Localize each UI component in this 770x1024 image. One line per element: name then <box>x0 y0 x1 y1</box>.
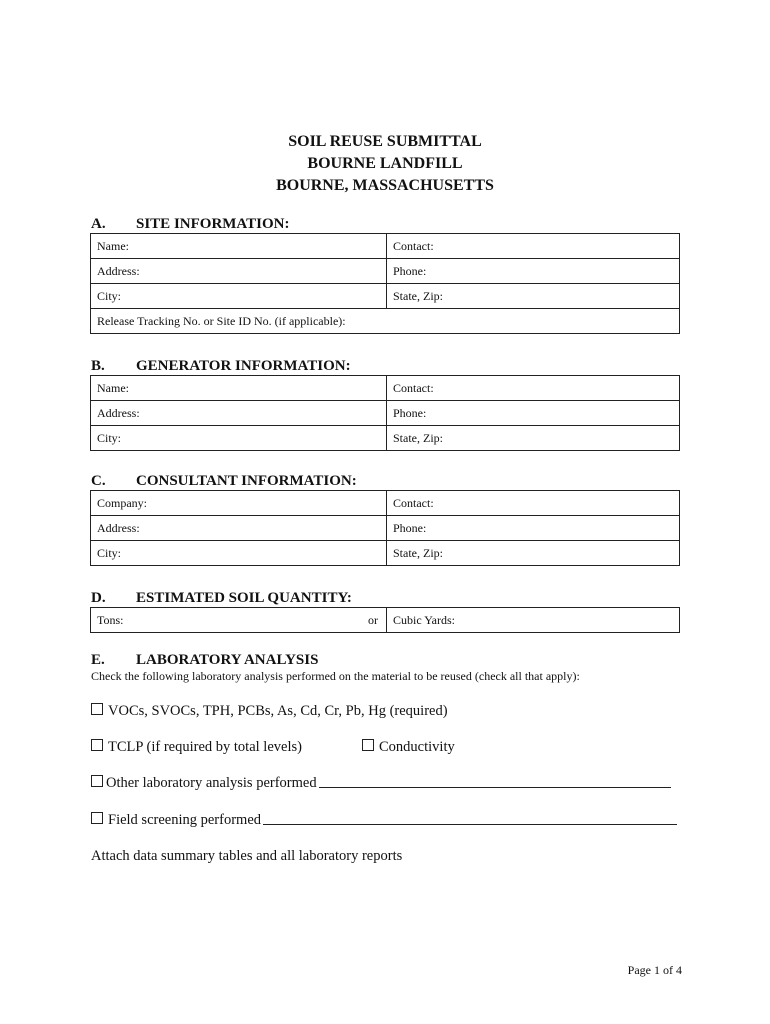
site-city-field[interactable]: City: <box>91 284 387 309</box>
conductivity-label: Conductivity <box>379 739 455 755</box>
consultant-address-field[interactable]: Address: <box>91 516 387 541</box>
field-screening-option[interactable] <box>91 812 677 829</box>
tons-field[interactable] <box>91 608 387 633</box>
lab-analysis-instruction: Check the following laboratory analysis performed on the material to be reused (check all that apply): <box>91 669 580 683</box>
generator-city-field[interactable]: City: <box>91 426 387 451</box>
consultant-city-field[interactable]: City: <box>91 541 387 566</box>
tclp-option[interactable] <box>91 739 302 756</box>
section-e-heading <box>91 651 318 669</box>
release-tracking-field[interactable]: Release Tracking No. or Site ID No. (if applicable): <box>91 309 680 334</box>
conductivity-checkbox[interactable] <box>362 739 374 751</box>
conductivity-option[interactable] <box>362 739 455 756</box>
consultant-company-field[interactable]: Company: <box>91 491 387 516</box>
document-title <box>0 131 770 197</box>
site-information-table <box>90 233 680 334</box>
other-analysis-fill-line[interactable] <box>319 775 671 788</box>
title-line-3: BOURNE, MASSACHUSETTS <box>276 177 494 194</box>
field-screening-label: Field screening performed <box>108 812 262 828</box>
section-c-title: CONSULTANT INFORMATION: <box>136 473 357 489</box>
generator-address-field[interactable]: Address: <box>91 401 387 426</box>
field-screening-checkbox[interactable] <box>91 812 103 824</box>
section-b-heading <box>91 357 351 375</box>
site-name-field[interactable]: Name: <box>91 234 387 259</box>
generator-name-field[interactable]: Name: <box>91 376 387 401</box>
attach-reports-note: Attach data summary tables and all laboratory reports <box>91 848 403 864</box>
title-line-1: SOIL REUSE SUBMITTAL <box>288 133 482 150</box>
section-a-title: SITE INFORMATION: <box>136 216 290 232</box>
other-analysis-label: Other laboratory analysis performed <box>106 775 317 791</box>
site-phone-field[interactable]: Phone: <box>387 259 680 284</box>
site-contact-field[interactable]: Contact: <box>387 234 680 259</box>
vocs-label: VOCs, SVOCs, TPH, PCBs, As, Cd, Cr, Pb, Hg (required) <box>108 703 448 719</box>
consultant-contact-field[interactable]: Contact: <box>387 491 680 516</box>
section-e-letter: E. <box>91 652 105 668</box>
site-address-field[interactable]: Address: <box>91 259 387 284</box>
consultant-state-zip-field[interactable]: State, Zip: <box>387 541 680 566</box>
tclp-checkbox[interactable] <box>91 739 103 751</box>
title-line-2: BOURNE LANDFILL <box>307 155 463 172</box>
generator-contact-field[interactable]: Contact: <box>387 376 680 401</box>
section-b-letter: B. <box>91 358 105 374</box>
section-a-letter: A. <box>91 216 106 232</box>
generator-state-zip-field[interactable]: State, Zip: <box>387 426 680 451</box>
generator-phone-field[interactable]: Phone: <box>387 401 680 426</box>
section-d-heading <box>91 589 352 607</box>
vocs-checkbox[interactable] <box>91 703 103 715</box>
or-label: or <box>368 612 378 627</box>
generator-information-table <box>90 375 680 451</box>
tons-label: Tons: <box>97 612 124 627</box>
cubic-yards-field[interactable]: Cubic Yards: <box>387 608 680 633</box>
section-a-heading <box>91 215 290 233</box>
tclp-label: TCLP (if required by total levels) <box>108 739 302 755</box>
consultant-information-table <box>90 490 680 566</box>
section-c-heading <box>91 472 357 490</box>
soil-quantity-table <box>90 607 680 633</box>
section-d-title: ESTIMATED SOIL QUANTITY: <box>136 590 352 606</box>
page-number: Page 1 of 4 <box>627 963 682 977</box>
section-b-title: GENERATOR INFORMATION: <box>136 358 351 374</box>
other-analysis-checkbox[interactable] <box>91 775 103 787</box>
field-screening-fill-line[interactable] <box>263 812 677 825</box>
other-analysis-option[interactable] <box>91 775 671 792</box>
consultant-phone-field[interactable]: Phone: <box>387 516 680 541</box>
section-e-title: LABORATORY ANALYSIS <box>136 652 319 668</box>
site-state-zip-field[interactable]: State, Zip: <box>387 284 680 309</box>
vocs-option[interactable] <box>91 703 448 720</box>
section-c-letter: C. <box>91 473 106 489</box>
section-d-letter: D. <box>91 590 106 606</box>
